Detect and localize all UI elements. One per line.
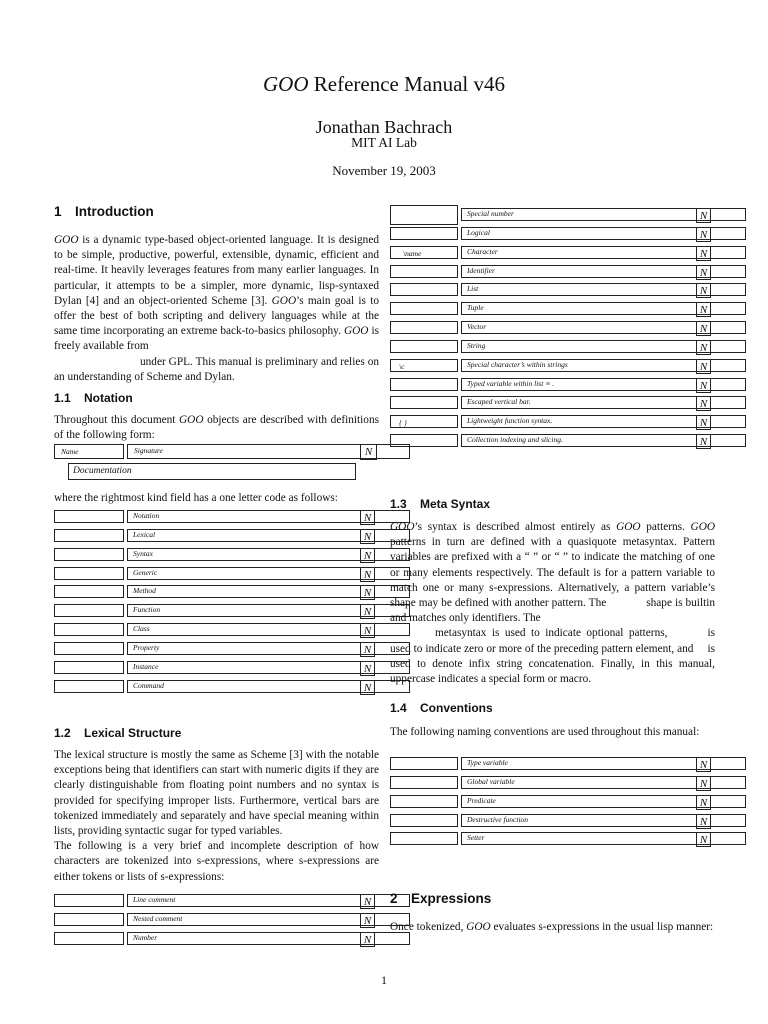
affiliation: MIT AI Lab [351, 135, 417, 150]
convention-row-global-variable: Global variable N [390, 776, 715, 791]
token-row-string: String N [390, 340, 715, 355]
form-name: Name [54, 444, 124, 459]
notation-paragraph: Throughout this document GOO objects are described with definitions of the following form: [54, 414, 379, 442]
token-row-number: Number N [54, 932, 379, 947]
meta-syntax-paragraph: GOO’s syntax is described almost entirely as GOO patterns. GOO patterns in turn are defined with a quasiquote metasyntax. Pattern variables are prefixed with a “ ” or “ ” to indicate the matching of one or many elements respectively. The default is for a pattern variable to match one or many s-expressions. Alternatively, a pattern variable’s shape may be defined with another pattern. The shape is builtin and matches only identifiers. The metasyntax is used to indicate optional patterns, is used to indicate zero or more of the preceding pattern element, and is used to denote infix string concatenation. Finally, in this manual, uppercase indicates a special form or macro. [390, 521, 716, 686]
token-row-lightweight-function: { } Lightweight function syntax. N [390, 415, 715, 430]
subsection-meta-syntax: 1.3 Meta Syntax [390, 497, 491, 511]
convention-row-predicate: Predicate N [390, 795, 715, 810]
intro-paragraph: GOO is a dynamic type-based object-oriented language. It is designed to be simple, productive, powerful, extensible, dynamic, efficient and real-time. It heavily leverages features from many earlier languages. In particular, it attempts to be a simpler, more dynamic, lisp-syntaxed Dylan [4] and an object-oriented Scheme [3]. GOO’s main goal is to offer the best of both scripting and delivery languages while at the same time incorporating an extreme back-to-basics philosophy. GOO is freely available from under GPL. This manual is preliminary and relies on an understanding of Scheme and Dylan. [54, 234, 380, 383]
kind-intro: where the rightmost kind field has a one letter code as follows: [54, 492, 338, 504]
author: Jonathan Bachrach [315, 117, 453, 137]
kind-row-syntax: Syntax N [54, 548, 379, 563]
convention-row-type-variable: Type variable N [390, 757, 715, 772]
token-row-typed-variable: Typed variable within list ≡ . N [390, 378, 715, 393]
token-table-left [54, 894, 379, 951]
form-documentation: Documentation [68, 463, 356, 480]
form-signature: Signature [127, 444, 410, 459]
token-row-identifier: Identifier N [390, 265, 715, 280]
subsection-notation: 1.1 Notation [54, 391, 133, 405]
token-row-character: \name Character N [390, 246, 715, 261]
kind-row-notation: Notation N [54, 510, 379, 525]
kind-row-generic: Generic N [54, 567, 379, 582]
conventions-intro: The following naming conventions are used throughout this manual: [390, 726, 700, 738]
token-row-nested-comment: Nested comment N [54, 913, 379, 928]
expressions-paragraph: Once tokenized, GOO evaluates s-expressions in the usual lisp manner: [390, 921, 714, 933]
token-row-line-comment: Line comment N [54, 894, 379, 909]
kind-row-class: Class N [54, 623, 379, 638]
section-introduction: 1 Introduction [54, 204, 154, 219]
kind-row-property: Property N [54, 642, 379, 657]
subsection-lexical-structure: 1.2 Lexical Structure [54, 726, 182, 740]
token-row-collection-indexing: Collection indexing and slicing. N [390, 434, 715, 449]
conventions-table [390, 757, 715, 851]
date: November 19, 2003 [332, 163, 436, 178]
title-rest: Reference Manual v46 [308, 72, 505, 96]
kind-row-method: Method N [54, 585, 379, 600]
token-row-list: List N [390, 283, 715, 298]
section-expressions: 2 Expressions [390, 891, 492, 906]
kind-row-command: Command N [54, 680, 379, 695]
subsection-conventions: 1.4 Conventions [390, 701, 493, 715]
kind-row-instance: Instance N [54, 661, 379, 676]
token-table-right [390, 208, 715, 453]
page-number: 1 [381, 973, 387, 987]
definition-form [54, 444, 379, 460]
kind-row-function: Function N [54, 604, 379, 619]
convention-row-destructive-function: Destructive function N [390, 814, 715, 829]
kind-table [54, 510, 379, 698]
token-row-escaped-vertical-bar: Escaped vertical bar. N [390, 396, 715, 411]
kind-row-lexical: Lexical N [54, 529, 379, 544]
token-row-logical: Logical N [390, 227, 715, 242]
paper-title [0, 72, 768, 97]
convention-row-setter: Setter N [390, 832, 715, 847]
token-row-tuple: Tuple N [390, 302, 715, 317]
title-goo: GOO [263, 72, 309, 96]
form-kind-code: N [360, 444, 377, 460]
token-row-special-number: Special number N [390, 208, 715, 223]
lexical-paragraph: The lexical structure is mostly the same as Scheme [3] with the notable exceptions being that identifiers can start with numeric digits if they are clearly distinguishable from floating point numbers and no syntax is provided for specifying improper lists. Furthermore, vertical bars are tokenized immediately and separately and have special meaning within lists, providing syntactic sugar for typed variables. The following is a very brief and incomplete description of how characters are tokenized into s-expressions, where s-expressions are either tokens or lists of s-expressions: [54, 749, 379, 883]
token-row-vector: Vector N [390, 321, 715, 336]
token-row-special-character: \c Special character’s within strings N [390, 359, 715, 374]
